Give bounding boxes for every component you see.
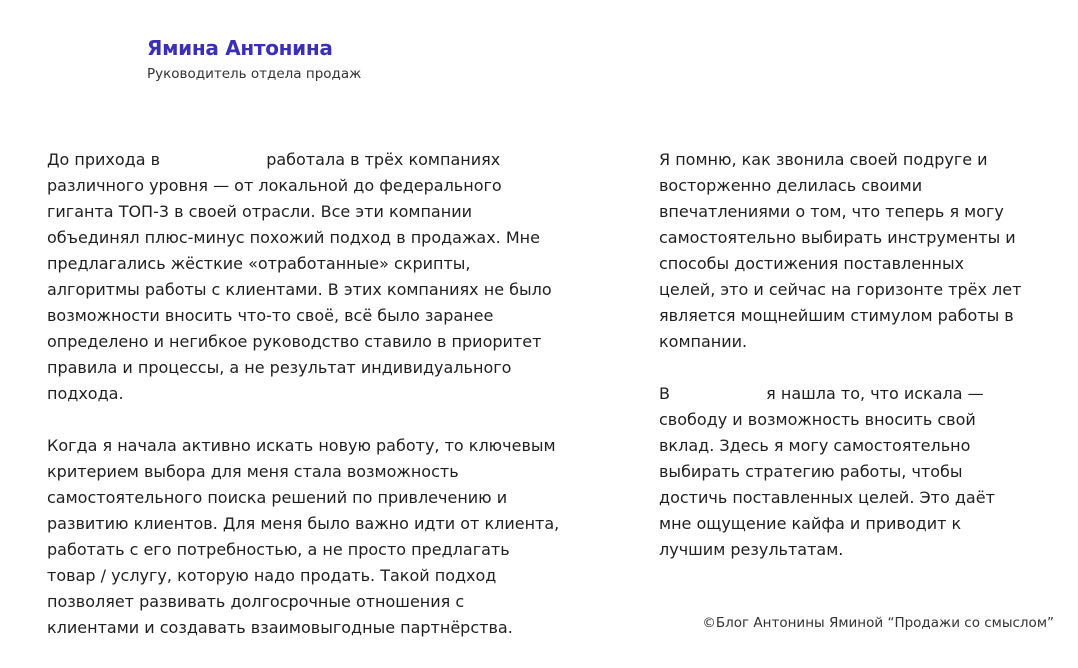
right-paragraph-1: Я помню, как звонила своей подруге и восторженно делилась своими впечатлениями о том, что теперь я могу самостоятельно выбирать инструменты и способы достижения поставленных целей, это и сейчас на горизонте трёх лет является мощнейшим стимулом работы в компании. [659, 150, 1022, 351]
left-paragraph-1-body: работала в трёх компаниях различного уровня — от локальной до федерального гиганта ТОП-3 в своей отрасли. Все эти компании объединял плюс-минус похожий подход в продажах. Мне предлагались жёсткие «отработанные» скрипты, алгоритмы работы с клиентами. В этих компаниях не было возможности вносить что-то своё, всё было заранее определено и негибкое руководство ставило в приоритет правила и процессы, а не результат индивидуального подхода. [47, 150, 552, 403]
footer-copyright: ©Блог Антонины Яминой “Продажи со смыслом” [702, 615, 1054, 631]
right-paragraph-2 [659, 381, 1069, 563]
left-paragraph-1-lead: До прихода в [47, 150, 161, 169]
right-column [659, 147, 1069, 589]
author-role: Руководитель отдела продаж [147, 66, 362, 82]
redacted-company-name-2 [675, 383, 761, 399]
right-paragraph-2-lead: В [659, 384, 670, 403]
left-paragraph-2: Когда я начала активно искать новую работу, то ключевым критерием выбора для меня стала возможность самостоятельного поиска решений по привлечению и развитию клиентов. Для меня было важно идти от клиента, работать с его потребностью, а не просто предлагать товар / услугу, которую надо продать. Такой подход позволяет развивать долгосрочные отношения с клиентами и создавать взаимовыгодные партнёрства. [47, 436, 560, 637]
author-name: Ямина Антонина [147, 36, 333, 60]
left-paragraph-1 [47, 147, 617, 407]
right-paragraph-2-body: я нашла то, что искала — свободу и возможность вносить свой вклад. Здесь я могу самостоятельно выбирать стратегию работы, чтобы достичь поставленных целей. Это даёт мне ощущение кайфа и приводит к лучшим результатам. [659, 384, 995, 559]
redacted-company-name [165, 149, 261, 165]
left-column [47, 147, 617, 667]
